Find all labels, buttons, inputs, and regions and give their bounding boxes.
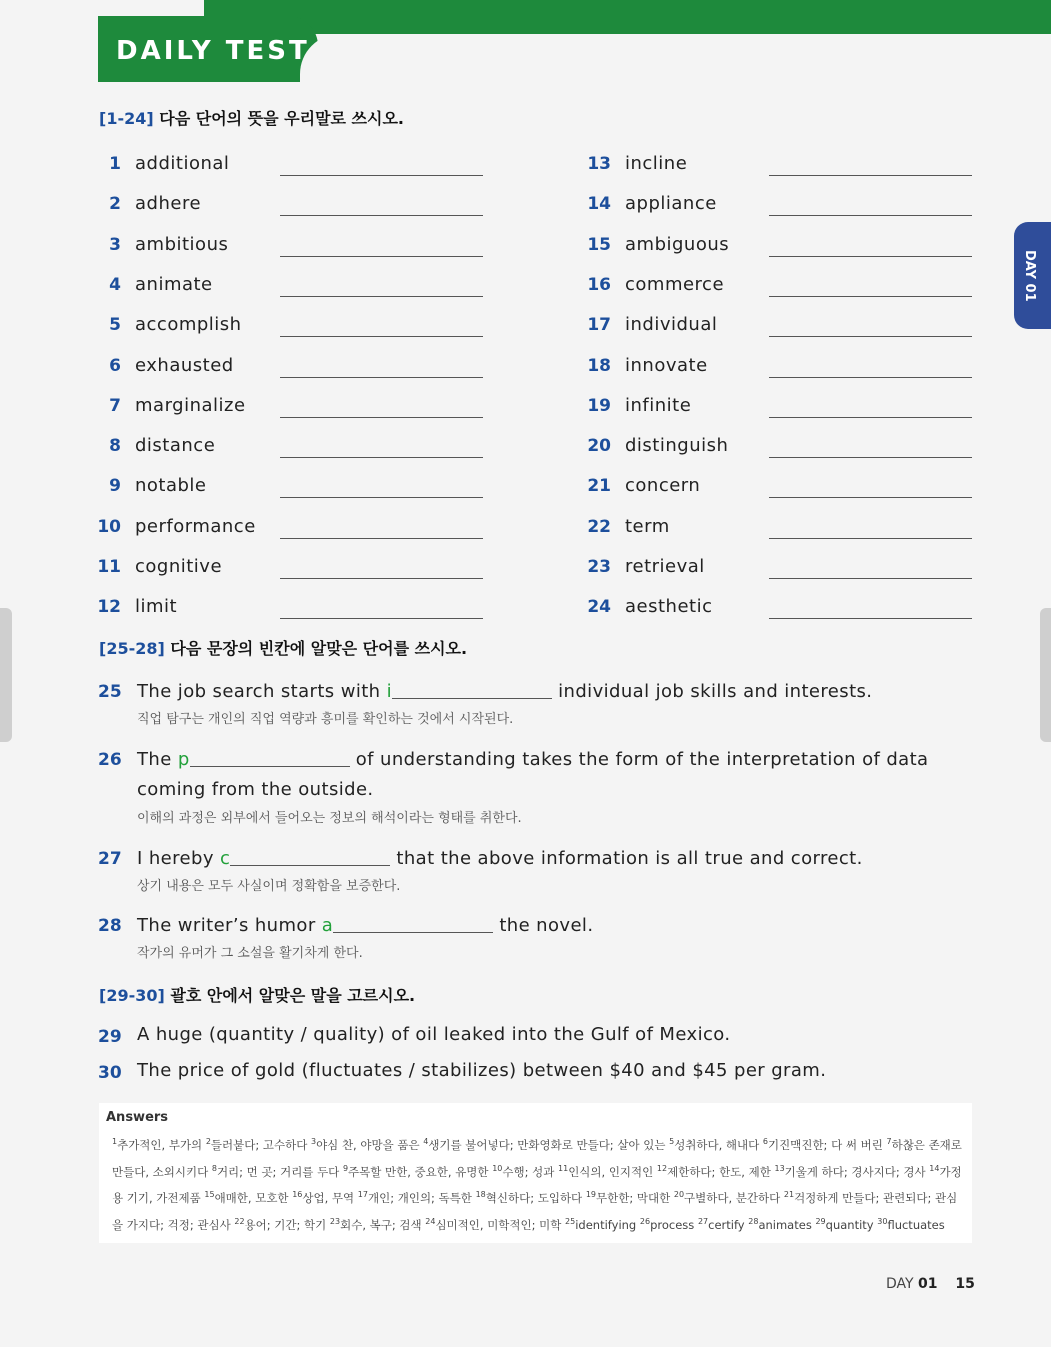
- answer-entry: [815, 1218, 873, 1232]
- vocab-number: 23: [587, 557, 611, 577]
- answer-entry: [565, 1218, 636, 1232]
- vocab-row: [97, 266, 517, 306]
- korean-translation: 상기 내용은 모두 사실이며 정확함을 보증한다.: [137, 879, 401, 894]
- answer-text: 기울게 하다; 경사지다; 경사: [784, 1164, 926, 1179]
- vocab-word: term: [625, 515, 670, 537]
- answer-text: quantity: [825, 1218, 874, 1233]
- sentence-text: of understanding takes the form of the interpretation of data: [349, 749, 929, 770]
- answer-blank-line[interactable]: [280, 256, 483, 257]
- answer-entry: [877, 1218, 944, 1232]
- section1-instruction-text: 다음 단어의 뜻을 우리말로 쓰시오.: [159, 109, 404, 128]
- answer-blank-line[interactable]: [769, 497, 972, 498]
- answer-entry: [748, 1218, 812, 1232]
- vocab-row: [97, 548, 517, 588]
- vocab-number: 18: [587, 355, 611, 376]
- answer-blank-line[interactable]: [280, 296, 483, 297]
- answer-number: 11: [558, 1163, 569, 1173]
- section2-instruction-text: 다음 문장의 빈칸에 알맞은 단어를 쓰시오.: [170, 639, 468, 658]
- answer-number: 17: [357, 1190, 368, 1200]
- vocab-word: retrieval: [625, 556, 705, 577]
- vocab-number: 3: [109, 234, 121, 255]
- vocab-row: [587, 548, 1007, 588]
- vocab-word: exhausted: [135, 354, 234, 376]
- vocab-number: 17: [587, 315, 611, 336]
- answer-entry: [674, 1191, 780, 1205]
- vocab-row: [587, 508, 1007, 548]
- answer-text: 걱정하게 만들다; 관련되다; 관심을 가지다; 걱정; 관심사: [112, 1191, 958, 1233]
- vocab-number: 21: [587, 476, 611, 497]
- hint-letter: i: [386, 681, 393, 702]
- answer-blank-line[interactable]: [280, 417, 483, 418]
- answer-text: 수행; 성과: [502, 1164, 555, 1179]
- answer-number: 16: [292, 1190, 303, 1200]
- vocab-word: notable: [135, 475, 207, 497]
- answer-text: 회수, 복구; 검색: [340, 1218, 422, 1233]
- answer-text: 성취하다, 해내다: [674, 1137, 760, 1152]
- section1-instruction: [99, 106, 404, 129]
- answer-text: animates: [758, 1218, 812, 1233]
- vocab-row: [97, 588, 517, 628]
- section1-range: [1-24]: [99, 109, 154, 128]
- korean-translation: 작가의 유머가 그 소설을 활기차게 한다.: [137, 946, 363, 961]
- answer-number: 29: [815, 1217, 826, 1227]
- answer-text: fluctuates: [887, 1218, 945, 1233]
- answer-text: 심미적인, 미학적인; 미학: [435, 1218, 562, 1233]
- vocab-number: 14: [587, 194, 611, 215]
- vocab-number: 16: [587, 274, 611, 295]
- vocab-number: 12: [97, 597, 121, 618]
- sentence-26: [137, 748, 929, 770]
- answer-text: 야심 찬, 야망을 품은: [316, 1137, 420, 1152]
- answer-number: 13: [774, 1163, 785, 1173]
- vocab-word: incline: [625, 153, 688, 174]
- vocab-word: marginalize: [135, 394, 246, 416]
- answer-entry: [763, 1138, 883, 1152]
- question-number: 26: [98, 750, 122, 770]
- choice-sentence-30: The price of gold (fluctuates / stabilizes) between $40 and $45 per gram.: [137, 1060, 827, 1081]
- answer-entry: [212, 1165, 339, 1179]
- vocab-number: 8: [109, 436, 121, 457]
- sentence-25: [137, 680, 872, 702]
- vocab-number: 15: [587, 234, 611, 255]
- vocab-number: 7: [109, 395, 121, 416]
- answers-list: [112, 1130, 962, 1237]
- answer-entry: [657, 1165, 771, 1179]
- footer-day-prefix: DAY: [886, 1276, 919, 1292]
- vocab-number: 6: [109, 355, 121, 376]
- vocab-row: [97, 185, 517, 225]
- page-number: 15: [955, 1276, 975, 1292]
- footer-day-number: 01: [918, 1276, 938, 1292]
- answer-blank-line[interactable]: [280, 578, 483, 579]
- answer-blank-line[interactable]: [769, 578, 972, 579]
- answer-number: 15: [204, 1190, 215, 1200]
- answer-number: 3: [310, 1137, 317, 1146]
- answer-text: 제한하다; 한도, 제한: [667, 1164, 771, 1179]
- vocab-word: appliance: [625, 193, 717, 215]
- answer-text: 가정용 기기, 가전제품: [112, 1164, 962, 1206]
- vocab-word: ambiguous: [625, 233, 730, 255]
- answer-entry: [586, 1191, 670, 1205]
- answer-entry: [311, 1138, 420, 1152]
- answer-number: 19: [585, 1190, 597, 1200]
- answer-entry: [669, 1138, 759, 1152]
- section3-instruction: [99, 983, 415, 1006]
- right-page-edge: [1040, 608, 1051, 742]
- answer-blank-line[interactable]: [280, 377, 483, 378]
- answer-entry: [292, 1191, 354, 1205]
- vocab-word: animate: [135, 273, 213, 295]
- vocab-row: [587, 467, 1007, 507]
- vocab-word: adhere: [135, 193, 202, 215]
- vocab-row: [587, 347, 1007, 387]
- question-number: 30: [98, 1063, 122, 1083]
- answer-text: 구별하다, 분간하다: [684, 1191, 781, 1206]
- left-page-edge: [0, 608, 12, 742]
- answer-entry: [343, 1165, 489, 1179]
- answer-number: 5: [669, 1137, 675, 1146]
- answer-blank-line[interactable]: [769, 538, 972, 539]
- answer-blank-line[interactable]: [280, 336, 483, 337]
- vocab-row: [97, 467, 517, 507]
- vocab-word: distinguish: [625, 435, 729, 457]
- vocab-row: [587, 306, 1007, 346]
- answer-blank-line[interactable]: [280, 215, 483, 216]
- vocab-row: [587, 226, 1007, 266]
- answer-blank[interactable]: [333, 914, 493, 933]
- answer-blank-line[interactable]: [769, 175, 972, 176]
- sentence-text: individual job skills and interests.: [552, 681, 873, 702]
- answer-blank-line[interactable]: [769, 377, 972, 378]
- day-side-tab-label: DAY 01: [1022, 250, 1037, 302]
- answer-text: 상업, 무역: [302, 1191, 355, 1206]
- answer-text: 거리; 먼 곳; 거리를 두다: [216, 1164, 340, 1179]
- vocab-row: [587, 266, 1007, 306]
- answer-text: 주목할 만한, 중요한, 유명한: [348, 1164, 489, 1179]
- answer-blank-line[interactable]: [280, 538, 483, 539]
- answer-number: 24: [425, 1217, 436, 1227]
- vocab-word: individual: [625, 314, 718, 336]
- vocab-number: 4: [109, 274, 121, 295]
- sentence-text: the novel.: [493, 915, 594, 936]
- sentence-text: that the above information is all true and correct.: [390, 848, 863, 869]
- answer-number: 1: [112, 1137, 118, 1146]
- answer-entry: [476, 1191, 583, 1205]
- answer-number: 2: [205, 1137, 211, 1146]
- vocab-row: [97, 145, 517, 185]
- answer-blank-line[interactable]: [769, 215, 972, 216]
- answer-blank-line[interactable]: [769, 336, 972, 337]
- question-number: 28: [98, 916, 122, 936]
- answer-blank-line[interactable]: [769, 457, 972, 458]
- answer-entry: [423, 1138, 665, 1152]
- answer-text: 들러붙다; 고수하다: [210, 1137, 308, 1152]
- vocab-number: 2: [109, 194, 121, 215]
- answer-entry: [330, 1218, 422, 1232]
- answer-entry: [204, 1191, 288, 1205]
- answer-number: 25: [565, 1217, 576, 1227]
- vocab-number: 5: [109, 315, 121, 336]
- header-bar: [204, 0, 1051, 34]
- answer-text: certify: [708, 1218, 745, 1233]
- vocab-number: 13: [587, 154, 611, 174]
- answer-text: 무한한; 막대한: [596, 1191, 671, 1206]
- answer-blank-line[interactable]: [769, 618, 972, 619]
- section2-range: [25-28]: [99, 639, 165, 658]
- answer-entry: [698, 1218, 745, 1232]
- answer-number: 14: [929, 1163, 940, 1173]
- answer-text: process: [650, 1218, 695, 1233]
- section2-instruction: [99, 636, 467, 659]
- sentence-text-continued: coming from the outside.: [137, 779, 374, 800]
- answer-blank[interactable]: [190, 748, 350, 767]
- answer-number: 7: [886, 1137, 892, 1146]
- sentence-28: [137, 914, 593, 936]
- vocab-word: cognitive: [135, 556, 223, 577]
- korean-translation: 이해의 과정은 외부에서 들어오는 정보의 해석이라는 형태를 취한다.: [137, 811, 522, 826]
- vocab-row: [97, 226, 517, 266]
- answer-entry: [558, 1165, 653, 1179]
- vocab-word: ambitious: [135, 233, 229, 255]
- vocab-word: performance: [135, 515, 256, 537]
- answer-number: 6: [762, 1137, 769, 1146]
- answer-entry: [112, 1138, 202, 1152]
- answer-number: 27: [697, 1217, 709, 1227]
- answer-blank-line[interactable]: [769, 256, 972, 257]
- answer-blank-line[interactable]: [280, 175, 483, 176]
- vocab-number: 19: [587, 395, 611, 416]
- answer-text: 개인; 개인의; 독특한: [367, 1191, 472, 1206]
- answer-number: 21: [783, 1190, 795, 1200]
- page-footer: [886, 1276, 975, 1292]
- vocab-row: [97, 427, 517, 467]
- vocab-row: [97, 387, 517, 427]
- answer-text: 혁신하다; 도입하다: [485, 1191, 583, 1206]
- answer-blank-line[interactable]: [769, 417, 972, 418]
- answer-blank-line[interactable]: [280, 497, 483, 498]
- answer-entry: [640, 1218, 694, 1232]
- section3-instruction-text: 괄호 안에서 알맞은 말을 고르시오.: [170, 986, 416, 1005]
- hint-letter: a: [321, 915, 334, 936]
- answer-number: 4: [423, 1137, 429, 1146]
- section3-range: [29-30]: [99, 986, 165, 1005]
- answer-text: 하찮은 존재로 만들다, 소외시키다: [112, 1137, 962, 1179]
- answer-blank[interactable]: [230, 847, 390, 866]
- answer-number: 28: [748, 1217, 759, 1227]
- vocab-row: [587, 427, 1007, 467]
- hint-letter: p: [177, 749, 190, 770]
- vocab-word: distance: [135, 435, 216, 457]
- korean-translation: 직업 탐구는 개인의 직업 역량과 흥미를 확인하는 것에서 시작된다.: [137, 712, 514, 727]
- vocab-number: 1: [109, 154, 121, 174]
- answer-text: 용어; 기간; 학기: [244, 1218, 327, 1233]
- answer-entry: [492, 1165, 554, 1179]
- answer-entry: [206, 1138, 308, 1152]
- sentence-text: The writer’s humor: [137, 915, 322, 936]
- vocab-word: aesthetic: [625, 596, 713, 618]
- sentence-text: I hereby: [137, 848, 220, 869]
- vocab-row: [587, 588, 1007, 628]
- answer-blank-line[interactable]: [280, 618, 483, 619]
- vocab-row: [97, 508, 517, 548]
- vocab-word: limit: [135, 596, 178, 618]
- answer-blank-line[interactable]: [769, 296, 972, 297]
- answer-number: 18: [475, 1190, 486, 1200]
- vocab-word: commerce: [625, 273, 725, 295]
- answer-entry: [774, 1165, 925, 1179]
- answer-number: 22: [234, 1217, 245, 1227]
- vocab-number: 10: [97, 516, 121, 537]
- page-title: DAILY TEST: [116, 36, 310, 66]
- answer-text: 추가적인, 부가의: [117, 1137, 203, 1152]
- vocab-row: [587, 185, 1007, 225]
- answer-text: 인식의, 인지적인: [568, 1164, 654, 1179]
- answer-text: identifying: [575, 1218, 637, 1233]
- vocab-word: infinite: [625, 394, 692, 416]
- answers-heading: Answers: [106, 1110, 169, 1125]
- vocab-word: additional: [135, 153, 230, 174]
- answer-blank-line[interactable]: [280, 457, 483, 458]
- answer-number: 30: [877, 1217, 888, 1227]
- sentence-text: The job search starts with: [137, 681, 387, 702]
- answer-text: 생기를 불어넣다; 만화영화로 만들다; 살아 있는: [428, 1137, 666, 1152]
- hint-letter: c: [220, 848, 231, 869]
- vocab-word: concern: [625, 475, 701, 497]
- vocab-word: innovate: [625, 354, 708, 376]
- vocab-number: 24: [587, 597, 611, 618]
- vocab-number: 9: [109, 476, 121, 497]
- answer-number: 8: [211, 1163, 217, 1173]
- answer-number: 9: [342, 1163, 349, 1173]
- vocab-row: [97, 347, 517, 387]
- vocab-number: 11: [97, 557, 121, 577]
- answer-number: 12: [656, 1163, 668, 1173]
- answer-blank[interactable]: [392, 680, 552, 699]
- answer-number: 10: [492, 1163, 503, 1173]
- answer-number: 20: [673, 1190, 685, 1200]
- question-number: 27: [98, 849, 122, 869]
- answer-number: 23: [329, 1217, 341, 1227]
- vocab-word: accomplish: [135, 314, 242, 336]
- question-number: 25: [98, 682, 122, 702]
- vocab-number: 22: [587, 516, 611, 537]
- vocab-row: [587, 145, 1007, 185]
- vocab-row: [587, 387, 1007, 427]
- question-number: 29: [98, 1027, 122, 1047]
- sentence-text: The: [137, 749, 178, 770]
- answer-entry: [234, 1218, 326, 1232]
- answer-entry: [358, 1191, 472, 1205]
- vocab-row: [97, 306, 517, 346]
- answer-number: 26: [639, 1217, 651, 1227]
- answer-text: 애매한, 모호한: [214, 1191, 289, 1206]
- sentence-27: [137, 847, 863, 869]
- choice-sentence-29: A huge (quantity / quality) of oil leaked into the Gulf of Mexico.: [137, 1024, 731, 1045]
- vocab-number: 20: [587, 436, 611, 457]
- answer-entry: [425, 1218, 561, 1232]
- answer-text: 기진맥진한; 다 써 버린: [768, 1137, 883, 1152]
